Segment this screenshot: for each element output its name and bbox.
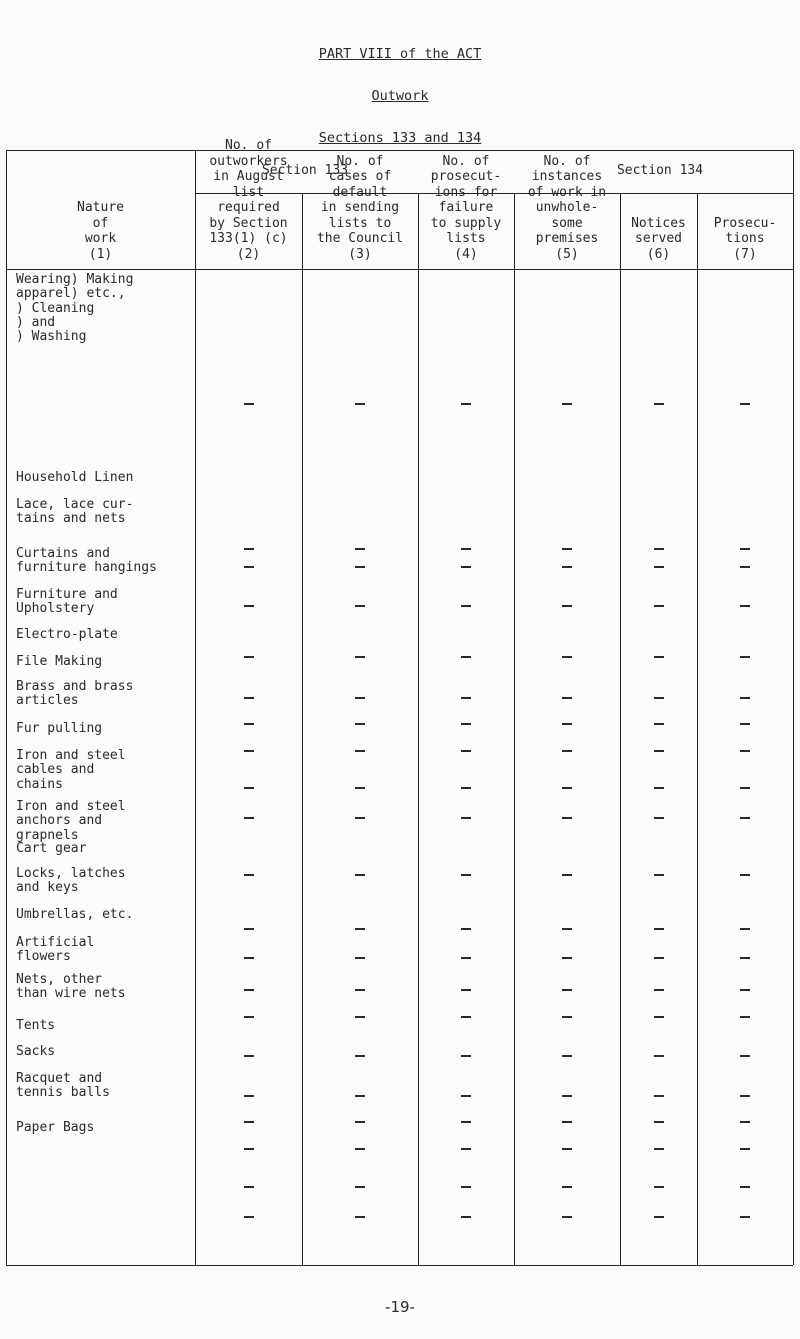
empty-value-dash (654, 928, 664, 930)
empty-value-dash (244, 1016, 254, 1018)
empty-value-dash (740, 1121, 750, 1123)
row-label: Fur pulling (16, 721, 103, 736)
empty-value-dash (740, 989, 750, 991)
empty-value-dash (740, 1055, 750, 1057)
row-label: Household Linen (16, 470, 134, 485)
empty-value-dash (740, 817, 750, 819)
column-header: Prosecu- tions (7) (713, 215, 777, 262)
empty-value-dash (654, 989, 664, 991)
column-header: Nature of work (1) (77, 200, 124, 262)
empty-value-dash (355, 566, 365, 568)
empty-value-dash (461, 1095, 471, 1097)
column-header: No. of instances of work in unwhole- some premises (5) (527, 153, 607, 262)
row-label: Umbrellas, etc. (16, 907, 134, 922)
empty-value-dash (461, 1148, 471, 1150)
empty-value-dash (562, 989, 572, 991)
row-label: Tents (16, 1018, 56, 1033)
empty-value-dash (244, 1095, 254, 1097)
row-label: Electro-plate (16, 627, 118, 642)
empty-value-dash (562, 656, 572, 658)
empty-value-dash (461, 566, 471, 568)
column-rule (302, 193, 303, 1265)
page-number: -19- (385, 1298, 415, 1316)
empty-value-dash (355, 697, 365, 699)
empty-value-dash (461, 989, 471, 991)
empty-value-dash (562, 1148, 572, 1150)
empty-value-dash (355, 1186, 365, 1188)
empty-value-dash (562, 787, 572, 789)
empty-value-dash (461, 656, 471, 658)
empty-value-dash (244, 1148, 254, 1150)
empty-value-dash (654, 1216, 664, 1218)
empty-value-dash (461, 874, 471, 876)
empty-value-dash (740, 1186, 750, 1188)
empty-value-dash (244, 1186, 254, 1188)
empty-value-dash (355, 1121, 365, 1123)
empty-value-dash (654, 605, 664, 607)
empty-value-dash (562, 403, 572, 405)
empty-value-dash (562, 548, 572, 550)
empty-value-dash (740, 697, 750, 699)
empty-value-dash (244, 928, 254, 930)
row-label: Sacks (16, 1044, 56, 1059)
column-header: No. of prosecut- ions for failure to supply lists (4) (430, 153, 502, 262)
empty-value-dash (740, 403, 750, 405)
empty-value-dash (740, 1216, 750, 1218)
table-bottom-rule (6, 1265, 793, 1266)
empty-value-dash (562, 957, 572, 959)
empty-value-dash (461, 1055, 471, 1057)
empty-value-dash (355, 957, 365, 959)
empty-value-dash (562, 1095, 572, 1097)
empty-value-dash (562, 566, 572, 568)
sections-title: Sections 133 and 134 (318, 130, 482, 146)
empty-value-dash (654, 1095, 664, 1097)
empty-value-dash (355, 1095, 365, 1097)
row-label: File Making (16, 654, 103, 669)
empty-value-dash (562, 1186, 572, 1188)
empty-value-dash (654, 1121, 664, 1123)
empty-value-dash (355, 1216, 365, 1218)
empty-value-dash (562, 697, 572, 699)
empty-value-dash (355, 403, 365, 405)
empty-value-dash (244, 874, 254, 876)
empty-value-dash (244, 1055, 254, 1057)
empty-value-dash (654, 817, 664, 819)
row-label: Cart gear (16, 841, 87, 856)
empty-value-dash (244, 403, 254, 405)
empty-value-dash (355, 1055, 365, 1057)
empty-value-dash (244, 817, 254, 819)
empty-value-dash (654, 787, 664, 789)
header-bottom-rule (6, 269, 793, 270)
empty-value-dash (355, 928, 365, 930)
row-label: Paper Bags (16, 1120, 95, 1135)
column-rule (418, 193, 419, 1265)
empty-value-dash (740, 566, 750, 568)
empty-value-dash (654, 723, 664, 725)
empty-value-dash (562, 817, 572, 819)
empty-value-dash (740, 1095, 750, 1097)
empty-value-dash (244, 989, 254, 991)
empty-value-dash (244, 957, 254, 959)
empty-value-dash (654, 656, 664, 658)
empty-value-dash (244, 548, 254, 550)
empty-value-dash (244, 656, 254, 658)
empty-value-dash (562, 605, 572, 607)
row-label: Iron and steel anchors and grapnels (16, 799, 126, 843)
empty-value-dash (461, 787, 471, 789)
empty-value-dash (355, 750, 365, 752)
empty-value-dash (740, 750, 750, 752)
empty-value-dash (562, 1016, 572, 1018)
empty-value-dash (461, 928, 471, 930)
column-rule (793, 150, 794, 1265)
empty-value-dash (244, 1216, 254, 1218)
empty-value-dash (355, 787, 365, 789)
empty-value-dash (654, 566, 664, 568)
empty-value-dash (355, 723, 365, 725)
empty-value-dash (654, 1016, 664, 1018)
empty-value-dash (740, 928, 750, 930)
empty-value-dash (654, 874, 664, 876)
empty-value-dash (562, 750, 572, 752)
empty-value-dash (244, 1121, 254, 1123)
row-label: Lace, lace cur- tains and nets (16, 497, 134, 527)
group-header-section-134: Section 134 (616, 163, 704, 178)
empty-value-dash (244, 787, 254, 789)
row-label: Wearing) Making apparel) etc., ) Cleaning ) and ) Washing (16, 272, 134, 345)
empty-value-dash (355, 1016, 365, 1018)
column-rule (514, 193, 515, 1265)
empty-value-dash (461, 1016, 471, 1018)
table-top-rule (6, 150, 793, 151)
empty-value-dash (740, 1148, 750, 1150)
empty-value-dash (355, 817, 365, 819)
empty-value-dash (355, 656, 365, 658)
empty-value-dash (244, 723, 254, 725)
row-label: Racquet and tennis balls (16, 1071, 110, 1101)
empty-value-dash (740, 656, 750, 658)
empty-value-dash (740, 723, 750, 725)
column-rule (6, 150, 7, 1265)
empty-value-dash (654, 403, 664, 405)
empty-value-dash (562, 1055, 572, 1057)
empty-value-dash (654, 548, 664, 550)
empty-value-dash (740, 548, 750, 550)
empty-value-dash (740, 1016, 750, 1018)
empty-value-dash (654, 1186, 664, 1188)
empty-value-dash (461, 1216, 471, 1218)
row-label: Artificial flowers (16, 935, 95, 965)
empty-value-dash (244, 697, 254, 699)
column-header: No. of outworkers in August list required by Section 133(1) (c) (2) (209, 138, 288, 262)
empty-value-dash (740, 957, 750, 959)
empty-value-dash (654, 957, 664, 959)
empty-value-dash (461, 723, 471, 725)
empty-value-dash (562, 723, 572, 725)
group-header-section-133: Section 133 (261, 163, 349, 178)
empty-value-dash (244, 750, 254, 752)
empty-value-dash (562, 928, 572, 930)
row-label: Curtains and furniture hangings (16, 546, 157, 576)
empty-value-dash (654, 750, 664, 752)
row-label: Nets, other than wire nets (16, 972, 126, 1002)
outwork-title: Outwork (371, 88, 429, 104)
empty-value-dash (461, 548, 471, 550)
empty-value-dash (654, 697, 664, 699)
empty-value-dash (461, 605, 471, 607)
empty-value-dash (355, 989, 365, 991)
row-label: Iron and steel cables and chains (16, 748, 126, 792)
empty-value-dash (355, 605, 365, 607)
column-header: No. of cases of default in sending lists to the Council (3) (316, 153, 404, 262)
empty-value-dash (461, 403, 471, 405)
empty-value-dash (355, 1148, 365, 1150)
column-rule (620, 193, 621, 1265)
empty-value-dash (461, 1121, 471, 1123)
row-label: Furniture and Upholstery (16, 587, 118, 617)
empty-value-dash (740, 874, 750, 876)
empty-value-dash (740, 605, 750, 607)
empty-value-dash (461, 817, 471, 819)
empty-value-dash (461, 1186, 471, 1188)
empty-value-dash (461, 957, 471, 959)
column-rule (697, 193, 698, 1265)
empty-value-dash (355, 548, 365, 550)
empty-value-dash (461, 697, 471, 699)
row-label: Locks, latches and keys (16, 866, 126, 896)
empty-value-dash (740, 787, 750, 789)
empty-value-dash (562, 1121, 572, 1123)
empty-value-dash (355, 874, 365, 876)
empty-value-dash (244, 605, 254, 607)
empty-value-dash (654, 1148, 664, 1150)
empty-value-dash (562, 874, 572, 876)
empty-value-dash (654, 1055, 664, 1057)
empty-value-dash (461, 750, 471, 752)
empty-value-dash (244, 566, 254, 568)
empty-value-dash (562, 1216, 572, 1218)
part-title: PART VIII of the ACT (318, 46, 482, 62)
row-label: Brass and brass articles (16, 679, 134, 709)
column-header: Notices served (6) (631, 215, 686, 262)
